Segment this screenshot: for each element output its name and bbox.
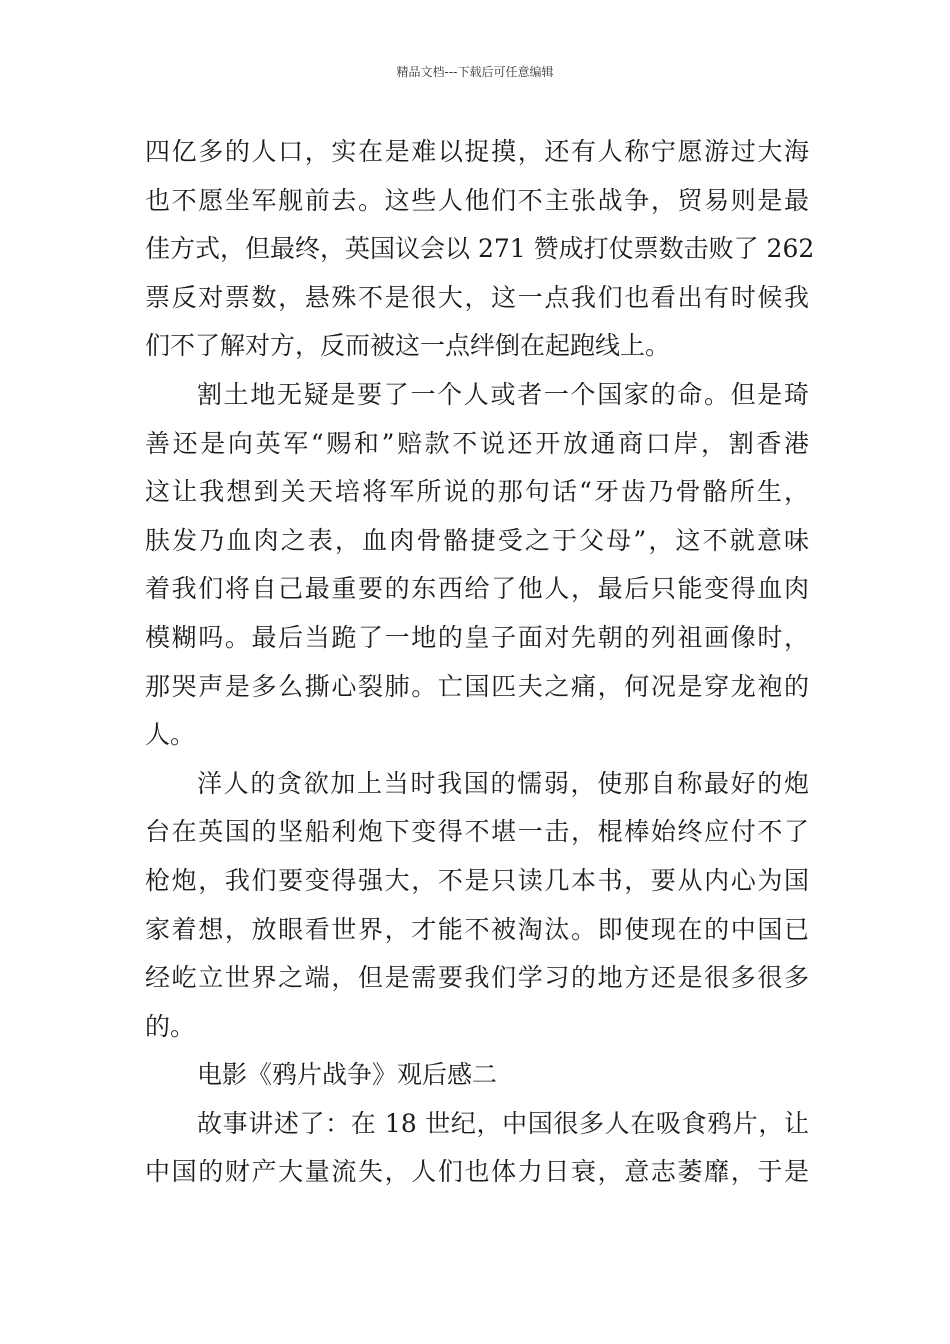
text-line: 洋人的贪欲加上当时我国的懦弱，使那自称最好的炮 xyxy=(197,768,809,798)
text-line: 枪炮，我们要变得强大，不是只读几本书，要从内心为国 xyxy=(145,865,809,895)
text-line: 那哭声是多么撕心裂肺。亡国匹夫之痛，何况是穿龙袍的 xyxy=(145,671,809,701)
text-line: 割土地无疑是要了一个人或者一个国家的命。但是琦 xyxy=(197,379,809,409)
text-line: 着我们将自己最重要的东西给了他人，最后只能变得血肉 xyxy=(145,574,809,604)
text-line: 电影《鸦片战争》观后感二 xyxy=(197,1060,498,1090)
text-line: 们不了解对方，反而被这一点绊倒在起跑线上。 xyxy=(145,331,671,361)
paragraph xyxy=(145,1100,809,1197)
text-line: 中国的财产大量流失，人们也体力日衰，意志萎靡，于是 xyxy=(145,1157,809,1187)
paragraph xyxy=(145,371,809,760)
text-line: 台在英国的坚船利炮下变得不堪一击，棍棒始终应付不了 xyxy=(145,817,809,847)
text-line: 四亿多的人口，实在是难以捉摸，还有人称宁愿游过大海 xyxy=(145,137,809,166)
section-title xyxy=(145,1051,809,1100)
text-line: 善还是向英军“赐和”赔款不说还开放通商口岸，割香港 xyxy=(145,428,809,458)
text-line: 故事讲述了：在 18 世纪，中国很多人在吸食鸦片，让 xyxy=(197,1108,809,1138)
text-line: 模糊吗。最后当跪了一地的皇子面对先朝的列祖画像时， xyxy=(145,622,809,652)
text-line: 也不愿坐军舰前去。这些人他们不主张战争，贸易则是最 xyxy=(145,185,809,215)
text-line: 肤发乃血肉之表，血肉骨骼捷受之于父母”，这不就意味 xyxy=(145,525,809,555)
text-line: 票反对票数，悬殊不是很大，这一点我们也看出有时候我 xyxy=(145,282,809,312)
text-line: 这让我想到关天培将军所说的那句话“牙齿乃骨骼所生， xyxy=(145,477,809,507)
text-line: 家着想，放眼看世界，才能不被淘汰。即使现在的中国已 xyxy=(145,914,809,944)
text-line: 人。 xyxy=(145,720,196,750)
text-line: 佳方式，但最终，英国议会以 271 赞成打仗票数击败了 262 xyxy=(145,234,815,264)
paragraph xyxy=(145,760,809,1052)
text-line: 经屹立世界之端，但是需要我们学习的地方还是很多很多 xyxy=(145,963,809,993)
document-body xyxy=(145,128,815,1197)
text-line: 的。 xyxy=(145,1011,196,1041)
paragraph xyxy=(145,128,815,371)
page-header: 精品文档---下载后可任意编辑 xyxy=(396,65,554,79)
